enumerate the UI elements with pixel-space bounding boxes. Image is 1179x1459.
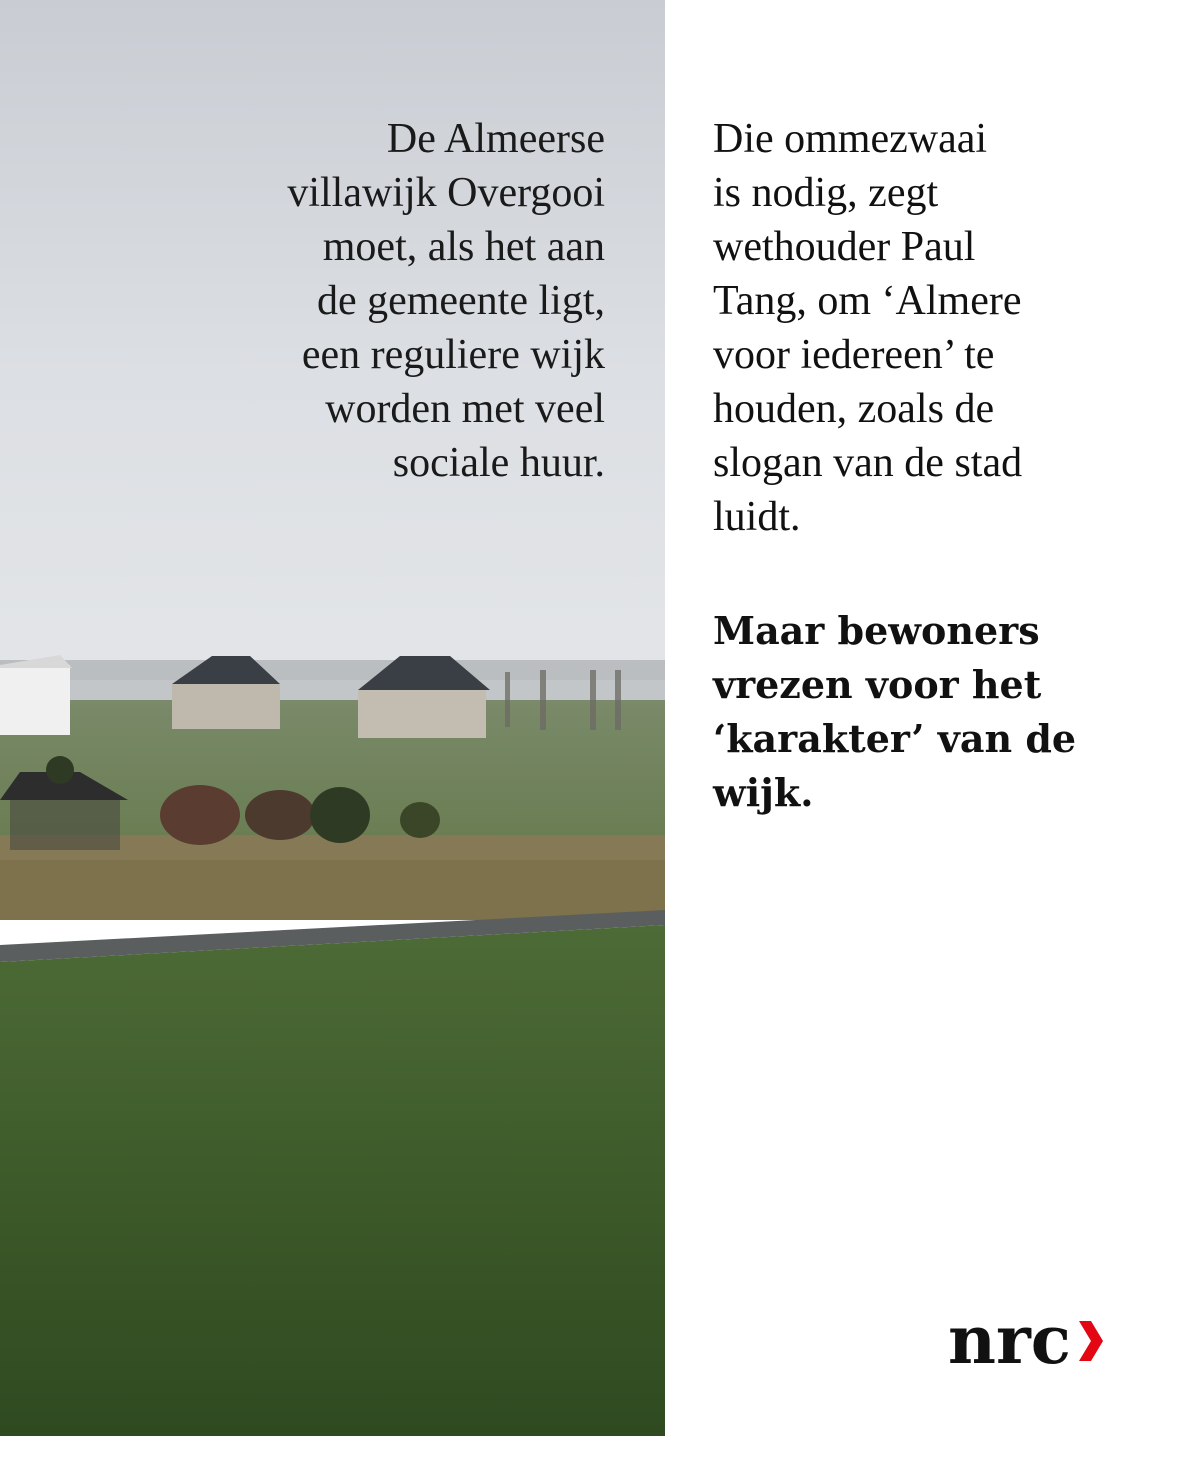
quote-line: voor iedereen’ te <box>713 332 995 378</box>
highlight-line: vrezen voor het <box>713 662 1042 707</box>
intro-line: een reguliere wijk <box>301 332 605 378</box>
intro-text <box>185 112 605 490</box>
quote-line: luidt. <box>713 494 801 540</box>
intro-line: villawijk Overgooi <box>287 170 605 216</box>
highlight-line: ‘karakter’ van de <box>713 716 1077 761</box>
nrc-logo <box>948 1300 1118 1380</box>
intro-line: de gemeente ligt, <box>316 278 605 324</box>
intro-line: worden met veel <box>325 386 605 432</box>
quote-line: slogan van de stad <box>713 440 1023 486</box>
quote-text <box>713 112 1153 544</box>
intro-line: moet, als het aan <box>322 224 605 270</box>
highlight-line: wijk. <box>713 770 814 815</box>
highlight-line: Maar bewoners <box>713 608 1040 653</box>
intro-line: sociale huur. <box>392 440 605 486</box>
quote-line: is nodig, zegt <box>713 170 939 216</box>
chevron-right-icon <box>1077 1300 1103 1380</box>
villa-white <box>0 655 72 735</box>
intro-line: De Almeerse <box>386 116 605 162</box>
highlight-text <box>713 604 1153 820</box>
quote-line: Die ommezwaai <box>713 116 988 162</box>
logo-text: nrc <box>948 1301 1071 1379</box>
quote-line: Tang, om ‘Almere <box>713 278 1022 324</box>
quote-line: houden, zoals de <box>713 386 995 432</box>
quote-line: wethouder Paul <box>713 224 976 270</box>
